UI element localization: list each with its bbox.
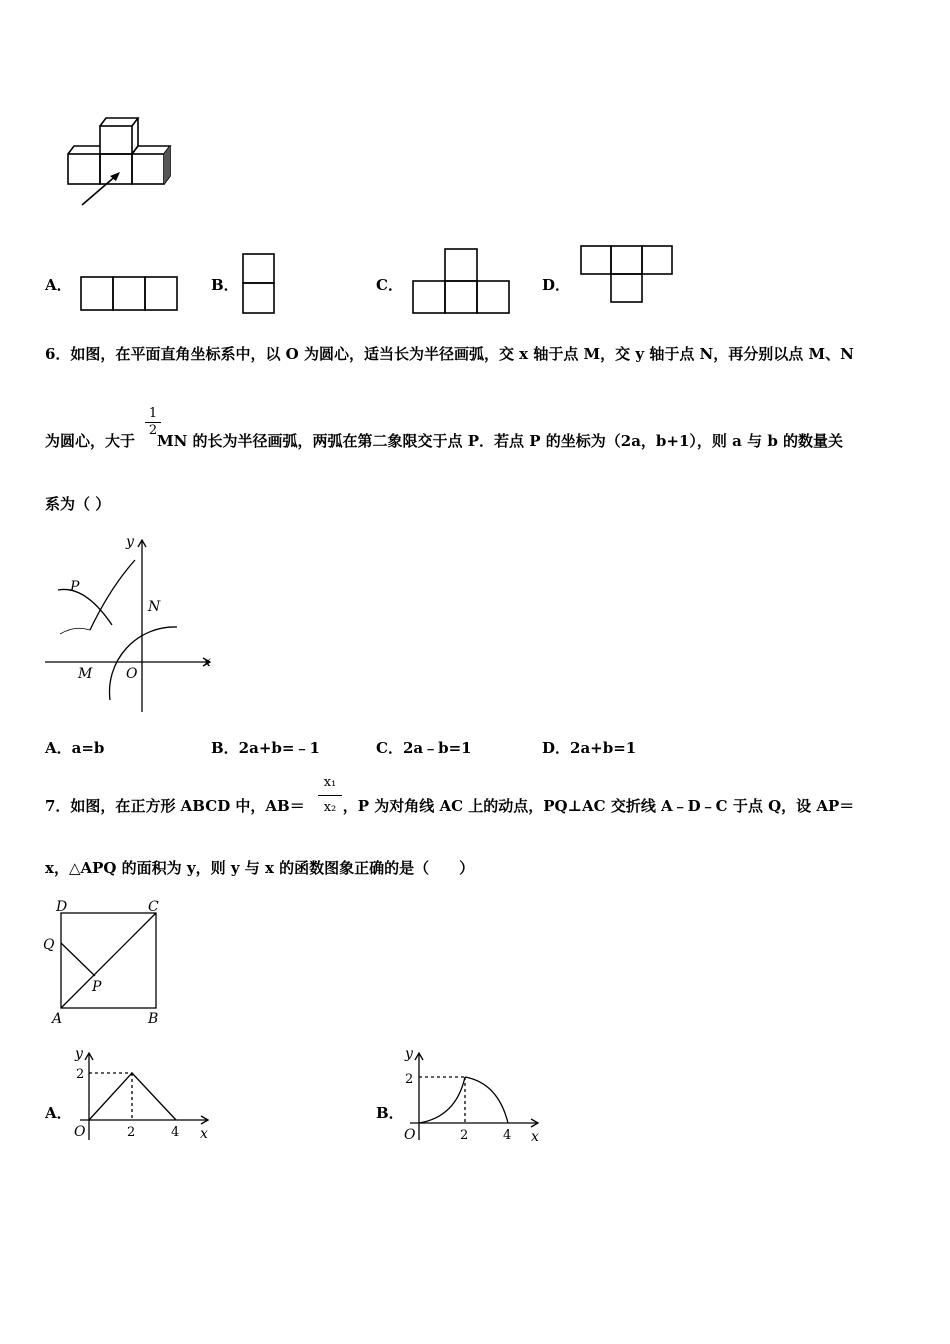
q7b-tick-x2: 2 — [460, 1128, 469, 1143]
q7b-tick-y2: 2 — [405, 1072, 414, 1087]
q7-fraction-den: x₂ — [323, 800, 337, 815]
q7a-tick-x4: 4 — [171, 1125, 180, 1140]
q5-option-d-letter: D． — [542, 276, 571, 294]
q6-small-arc — [60, 628, 90, 634]
q6-option-a: A．a=b — [45, 739, 105, 757]
q7-option-a-graph — [70, 1045, 220, 1145]
q7-fraction — [318, 775, 342, 816]
q5-option-a-figure — [80, 276, 178, 312]
q7-label-p: P — [92, 979, 102, 995]
q5-option-b-letter: B． — [211, 276, 239, 294]
q6-option-b: B．2a+b=﹣1 — [211, 739, 320, 757]
q7-line2: x，△APQ 的面积为 y，则 y 与 x 的函数图象正确的是（ ） — [45, 859, 475, 877]
q7-diagonal-ac — [61, 913, 156, 1008]
q6-line3: 系为（ ） — [45, 495, 111, 513]
q6-line2 — [45, 431, 843, 451]
q7-label-q: Q — [43, 937, 55, 953]
q5-option-c-figure — [412, 248, 510, 314]
q7a-tick-x2: 2 — [127, 1125, 136, 1140]
q7a-tick-y2: 2 — [76, 1067, 85, 1082]
q7a-label-o: O — [74, 1124, 86, 1140]
q6-option-c: C．2a﹣b=1 — [376, 739, 472, 757]
q7a-label-x: x — [200, 1126, 208, 1142]
q5-option-d-figure — [580, 245, 674, 305]
q7-label-d: D — [56, 899, 68, 915]
q6-option-d: D．2a+b=1 — [542, 739, 637, 757]
q7b-label-y: y — [405, 1046, 413, 1062]
q7b-curve-fall — [465, 1077, 508, 1123]
q6-label-y: y — [126, 534, 134, 550]
q6-label-p: P — [70, 579, 80, 595]
q6-big-arc — [109, 627, 177, 700]
q7-label-c: C — [148, 899, 159, 915]
q7-segment-pq — [61, 943, 95, 976]
q7b-tick-x4: 4 — [503, 1128, 512, 1143]
q7-line1 — [45, 796, 854, 816]
q6-label-m: M — [78, 666, 93, 682]
q6-line2-prefix: 为圆心，大于 — [45, 432, 136, 450]
q6-fraction-den: 2 — [148, 423, 158, 438]
q6-line2-rest: MN 的长为半径画弧，两弧在第二象限交于点 P．若点 P 的坐标为（2a，b+1），则 a 与 b 的数量关 — [157, 432, 844, 450]
q7-line1-prefix: 7．如图，在正方形 ABCD 中，AB＝ — [45, 797, 305, 815]
q7a-label-y: y — [75, 1046, 83, 1062]
q7-label-a: A — [52, 1011, 63, 1027]
q6-label-n: N — [148, 599, 161, 615]
q6-arc-from-m — [90, 560, 135, 630]
q7b-label-o: O — [404, 1127, 416, 1143]
q7-option-b-graph — [400, 1045, 550, 1145]
q5-option-b-figure — [242, 253, 276, 315]
q7-option-b-letter: B． — [376, 1104, 404, 1122]
q7b-label-x: x — [531, 1129, 539, 1145]
q6-coordinate-figure — [40, 530, 230, 720]
q6-label-o: O — [126, 666, 138, 682]
q7-fraction-num: x₁ — [318, 775, 342, 796]
q6-fraction-num: 1 — [145, 406, 161, 423]
q5-option-a-letter: A． — [45, 276, 72, 294]
q7-line1-rest: ，P 为对角线 AC 上的动点，PQ⊥AC 交折线 A﹣D﹣C 于点 Q，设 AP＝ — [342, 797, 855, 815]
q6-arc-from-n — [58, 589, 112, 625]
q7-label-b: B — [148, 1011, 159, 1027]
q6-fraction — [145, 406, 161, 439]
cube-stack-figure — [60, 110, 200, 220]
q6-line1: 6．如图，在平面直角坐标系中，以 O 为圆心，适当长为半径画弧，交 x 轴于点 M，交 y 轴于点 N，再分别以点 M、N — [45, 345, 854, 363]
q7b-curve-rise — [419, 1077, 465, 1123]
q7-option-a-letter: A． — [45, 1104, 72, 1122]
q7-square-figure — [40, 895, 170, 1030]
q5-option-c-letter: C． — [376, 276, 403, 294]
q6-label-x: x — [203, 654, 211, 670]
